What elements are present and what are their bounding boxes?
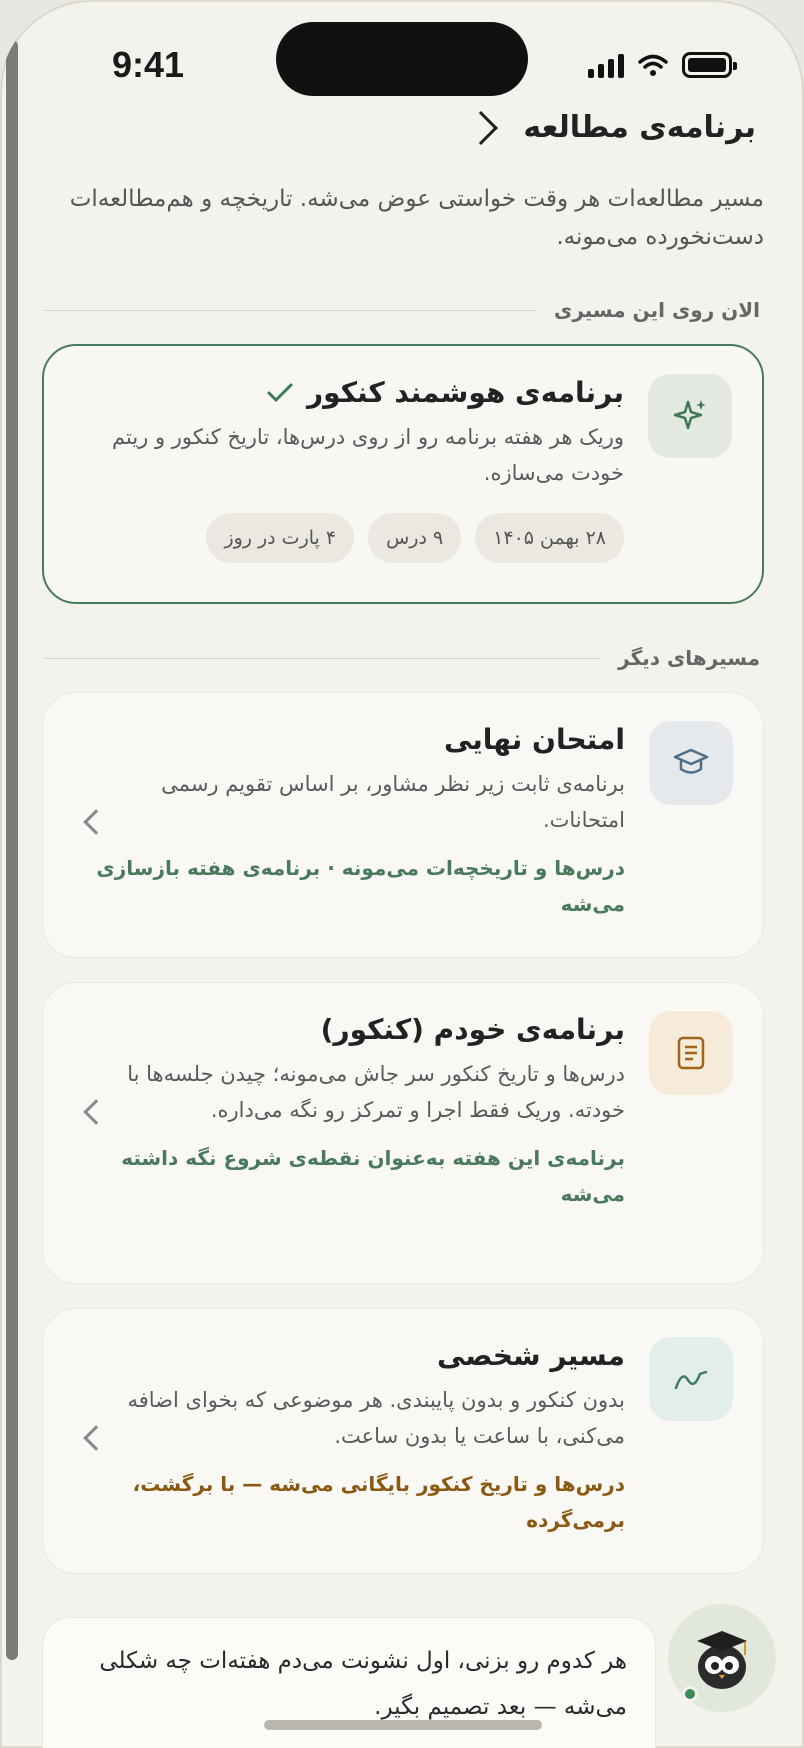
status-icons	[588, 52, 732, 78]
current-plan-title: برنامه‌ی هوشمند کنکور	[86, 376, 624, 409]
dynamic-island	[276, 22, 528, 96]
sparkle-icon	[648, 374, 732, 458]
plan-option-personal-path[interactable]	[42, 1308, 764, 1574]
battery-icon	[682, 52, 732, 78]
current-plan-description: وریک هر هفته برنامه رو از روی درس‌ها، تاریخ کنکور و ریتم خودت می‌سازه.	[112, 425, 624, 485]
plan-note: برنامه‌ی این هفته به‌عنوان نقطه‌ی شروع نگه داشته می‌شه	[121, 1146, 625, 1206]
owl-graduate-icon	[687, 1623, 757, 1693]
wifi-icon	[638, 53, 668, 77]
current-section-label: الان روی این مسیری	[44, 298, 760, 322]
plan-option-final-exam[interactable]	[42, 692, 764, 958]
graduation-cap-icon	[649, 721, 733, 805]
plan-title: مسیر شخصی	[436, 1339, 625, 1372]
page-header	[469, 110, 756, 145]
current-plan-chips	[86, 513, 624, 563]
current-plan-card[interactable]	[42, 344, 764, 604]
path-icon	[649, 1337, 733, 1421]
home-indicator[interactable]	[264, 1720, 542, 1730]
chip-subject-count: ۹ درس	[368, 513, 461, 563]
chip-daily-parts: ۴ پارت در روز	[206, 513, 354, 563]
page-title: برنامه‌ی مطالعه	[523, 110, 756, 145]
plan-title: برنامه‌ی خودم (کنکور)	[320, 1013, 625, 1046]
plan-description: بدون کنکور و بدون پایبندی. هر موضوعی که بخوای اضافه می‌کنی، با ساعت یا بدون ساعت.	[127, 1388, 625, 1448]
back-chevron-icon[interactable]	[464, 111, 498, 145]
other-section-label: مسیرهای دیگر	[44, 646, 760, 670]
plan-note: درس‌ها و تاریخ کنکور بایگانی می‌شه — با برگشت، برمی‌گرده	[132, 1472, 625, 1532]
status-time: 9:41	[112, 44, 185, 85]
document-icon	[649, 1011, 733, 1095]
plan-description: درس‌ها و تاریخ کنکور سر جاش می‌مونه؛ چیدن جلسه‌ها با خودته. وریک فقط اجرا و تمرکز رو نگه می‌داره.	[127, 1062, 625, 1122]
plan-description: برنامه‌ی ثابت زیر نظر مشاور، بر اساس تقویم رسمی امتحانات.	[161, 772, 625, 832]
signal-icon	[588, 52, 624, 78]
check-icon	[267, 383, 293, 403]
online-status-dot	[682, 1686, 698, 1702]
intro-text: مسیر مطالعه‌ات هر وقت خواستی عوض می‌شه. تاریخچه و هم‌مطالعه‌ات دست‌نخورده می‌مونه.	[69, 186, 764, 250]
assistant-message: هر کدوم رو بزنی، اول نشونت می‌دم هفته‌ات چه شکلی می‌شه — بعد تصمیم بگیر.	[99, 1648, 627, 1720]
scroll-edge	[6, 40, 18, 1660]
plan-option-custom-konkur[interactable]	[42, 982, 764, 1284]
plan-note: درس‌ها و تاریخچه‌ات می‌مونه · برنامه‌ی هفته بازسازی می‌شه	[96, 856, 625, 916]
chip-exam-date: ۲۸ بهمن ۱۴۰۵	[475, 513, 624, 563]
plan-title: امتحان نهایی	[443, 723, 625, 756]
